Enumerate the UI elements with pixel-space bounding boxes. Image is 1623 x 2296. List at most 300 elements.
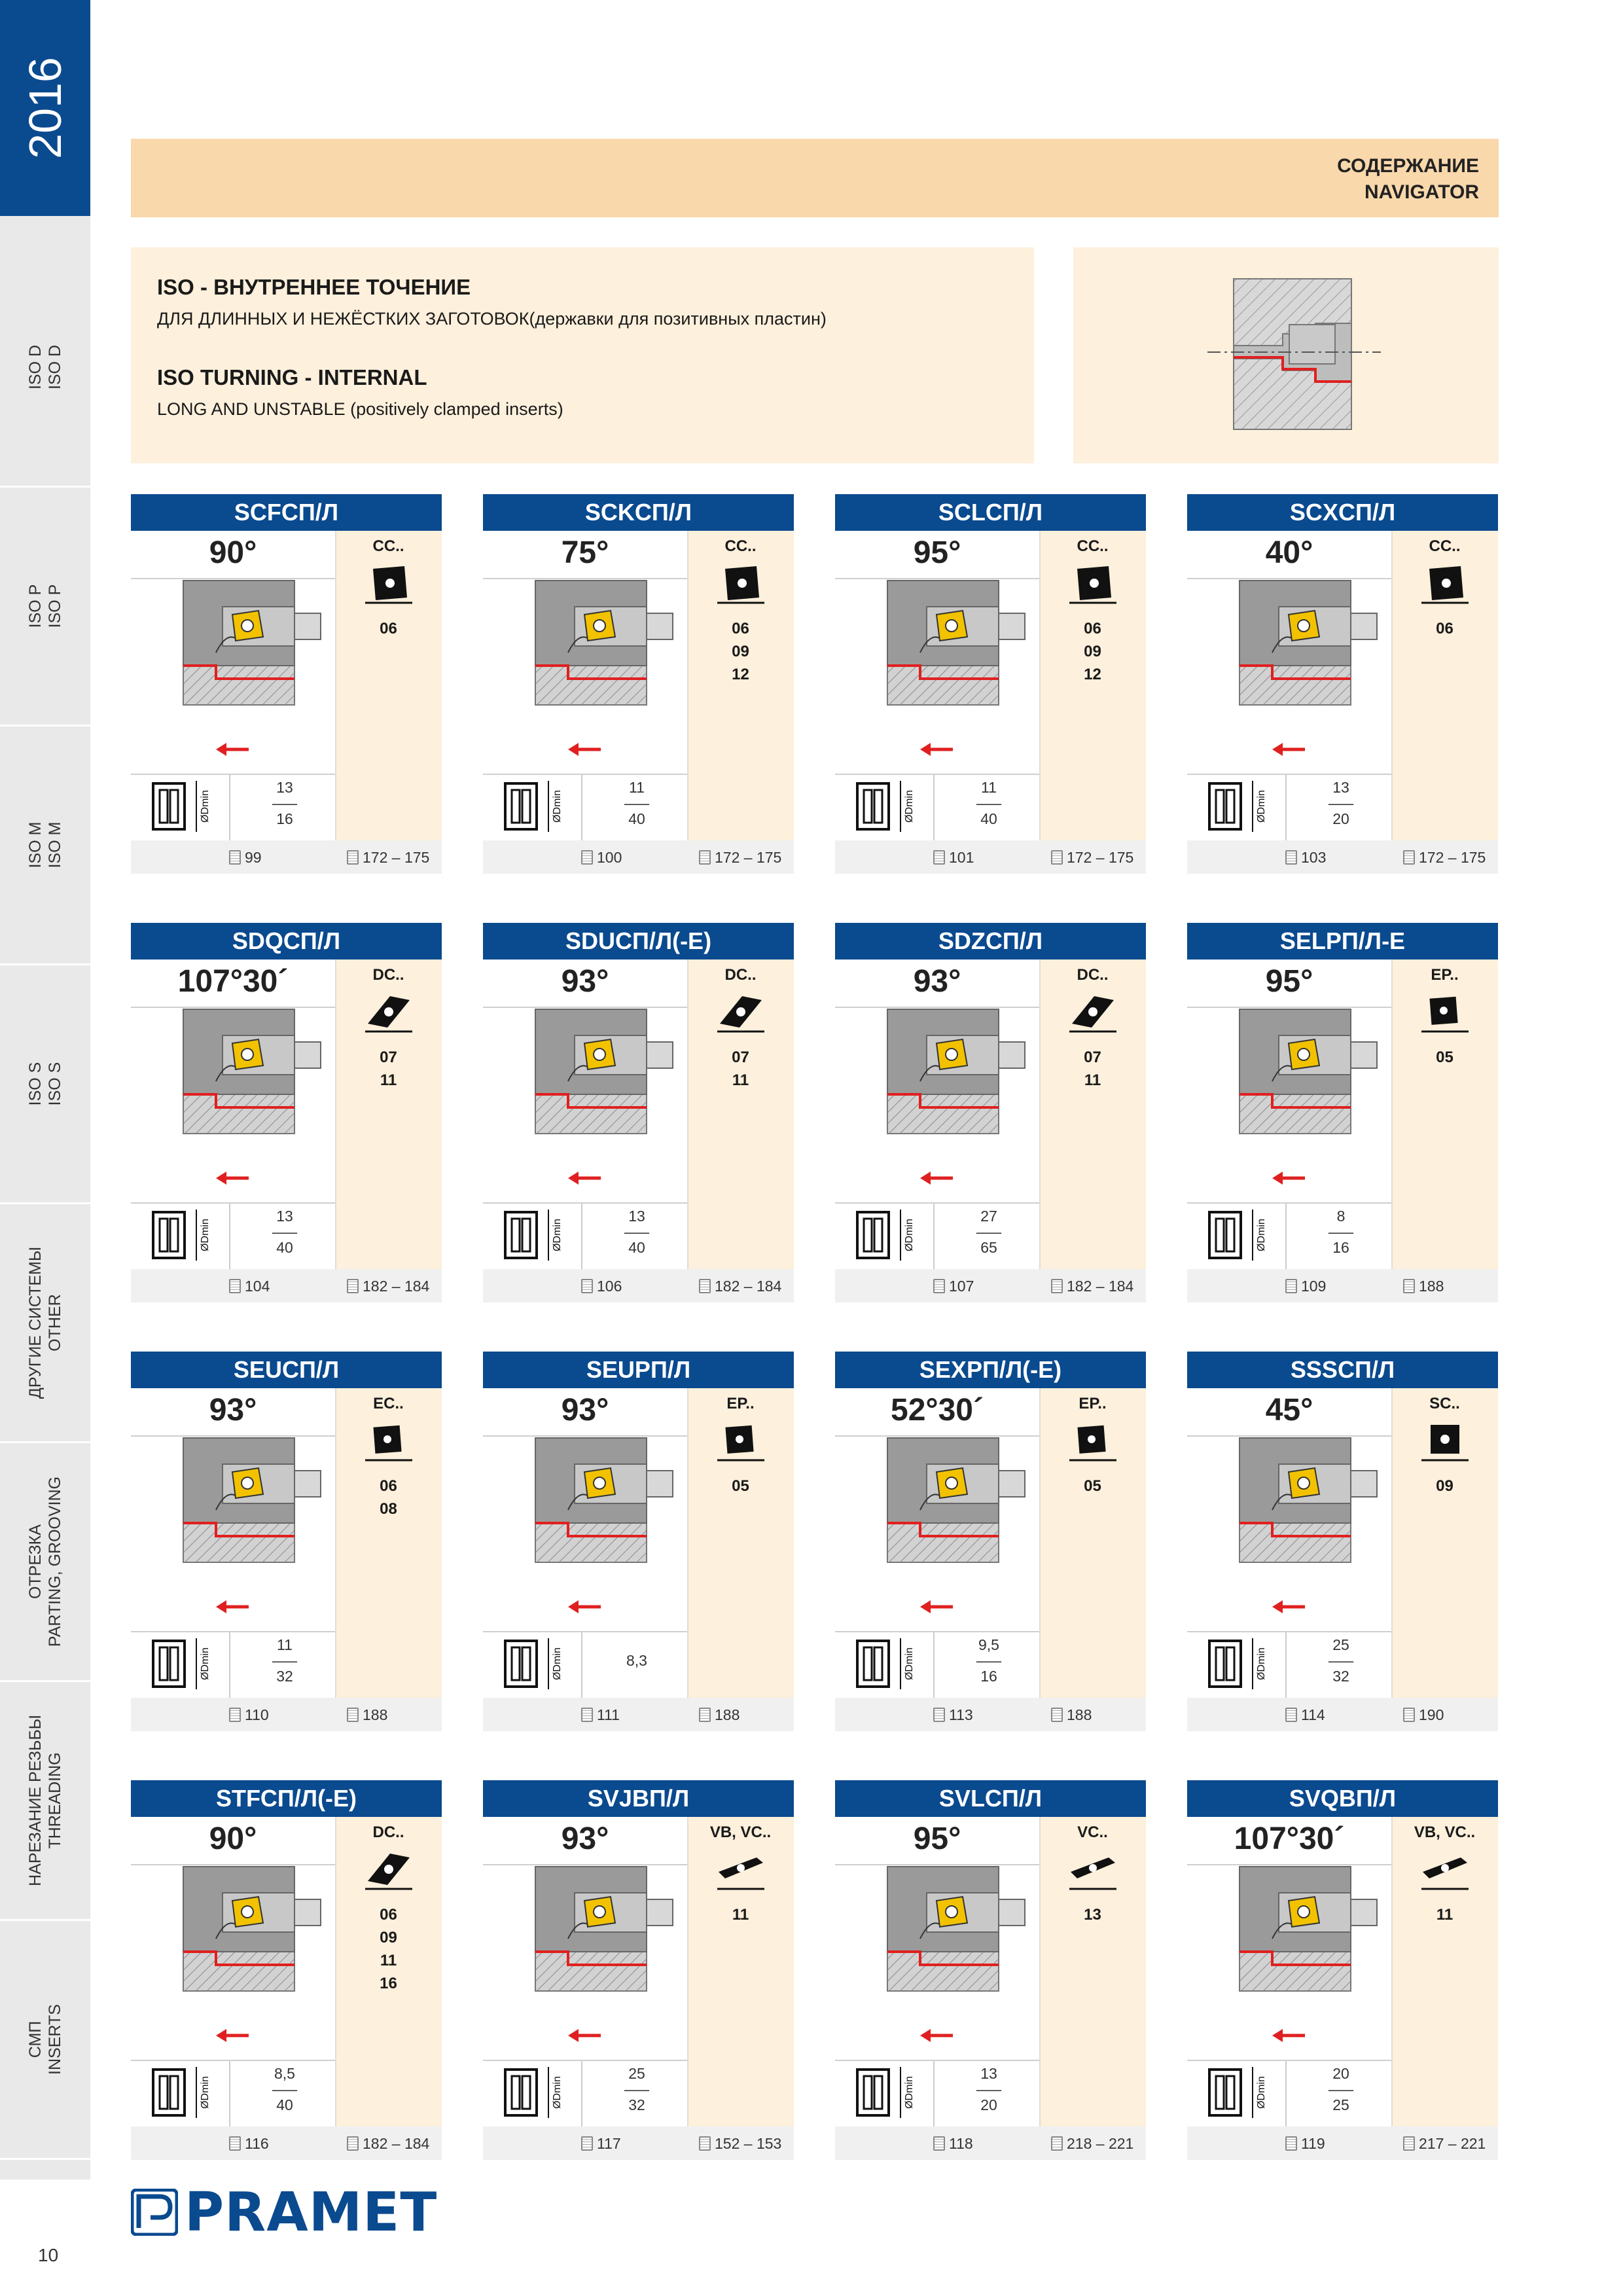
insert-page-range: 188 [363,1706,388,1723]
insert-code: VB, VC.. [709,1823,772,1841]
dmin-bore-icon [855,777,927,836]
toolholder-name[interactable]: SDUCП/Л(-E) [483,923,794,960]
toolholder-name[interactable]: SSSCП/Л [1187,1352,1498,1388]
card-footer [835,1698,1146,1731]
toolholder-diagram [848,1854,1038,2011]
card-footer [835,2126,1146,2160]
toolholder-card[interactable] [1187,494,1498,874]
toolholder-name[interactable]: STFCП/Л(-E) [131,1780,442,1817]
toolholder-card[interactable] [483,1352,794,1731]
feed-direction-icon [1266,1590,1318,1623]
divider [933,1204,935,1269]
toolholder-card[interactable] [835,494,1146,874]
dmin-bottom: 40 [276,1239,293,1256]
sidebar-label-ru: НАРЕЗАНИЕ РЕЗЬБЫ [26,1715,45,1886]
insert-sizes [687,1475,794,1498]
sidebar-section-label [26,2004,65,2075]
divider [1187,1631,1391,1632]
card-footer [1187,840,1498,874]
book-icon [229,1708,241,1722]
sidebar-section[interactable] [0,1204,90,1443]
toolholder-card[interactable] [483,923,794,1302]
toolholder-card[interactable] [131,923,442,1302]
dmin-top: 8,5 [274,2065,295,2082]
sidebar-label-en: ISO P [46,584,64,628]
book-icon [933,2136,945,2151]
dmin-bottom: 25 [1332,2096,1349,2113]
insert-sizes [687,617,794,686]
dmin-bottom: 32 [628,2096,645,2113]
svg-text:ØDmin: ØDmin [1256,2076,1267,2109]
card-footer [1187,1269,1498,1302]
column-divider [335,1388,336,1731]
toolholder-name[interactable]: SVQBП/Л [1187,1780,1498,1817]
dmin-top: 8 [1336,1208,1346,1225]
holder-page-ref[interactable] [229,1706,269,1724]
approach-angle: 93° [561,964,609,999]
book-icon [1285,1279,1297,1293]
insert-shape-icon [364,560,414,605]
toolholder-card[interactable] [1187,1352,1498,1731]
intro-subtitle-ru: ДЛЯ ДЛИННЫХ И НЕЖЁСТКИХ ЗАГОТОВОК(державки для позитивных пластин) [157,309,827,329]
sidebar-section-label [26,345,65,389]
toolholder-card[interactable] [1187,923,1498,1302]
card-footer [483,2126,794,2160]
insert-size: 05 [1084,1477,1101,1495]
toolholder-card[interactable] [835,923,1146,1302]
toolholder-name[interactable]: SDQCП/Л [131,923,442,960]
insert-size: 09 [380,1929,397,1946]
book-icon [347,1708,359,1722]
holder-page-ref[interactable] [1285,1706,1325,1724]
toolholder-card[interactable] [131,1352,442,1731]
toolholder-name[interactable]: SVLCП/Л [835,1780,1146,1817]
sidebar-label-en: INSERTS [46,2004,64,2075]
insert-page-ref[interactable] [347,1278,429,1295]
toolholder-card[interactable] [483,1780,794,2160]
book-icon [347,2136,359,2151]
dmin-values [588,780,686,827]
column-divider [1391,1388,1393,1731]
book-icon [581,1279,593,1293]
dmin-bore-icon [855,1206,927,1265]
insert-size: 13 [1084,1906,1101,1924]
toolholder-drawing [848,1425,1038,1582]
feed-direction-icon [562,1590,614,1623]
toolholder-drawing [1200,1425,1390,1582]
feed-direction-icon [1266,2019,1318,2052]
insert-page-ref[interactable] [1051,1278,1133,1295]
book-icon [699,850,711,865]
insert-page-range: 218 – 221 [1067,2135,1134,2152]
divider [229,1204,230,1269]
insert-page-range: 182 – 184 [363,2135,430,2152]
dmin-bottom: 16 [1332,1239,1349,1256]
book-icon [1051,1279,1063,1293]
book-icon [1051,1708,1063,1722]
insert-page-ref[interactable] [1051,2135,1133,2153]
card-footer [131,840,442,874]
dmin-top: 13 [980,2065,997,2082]
dmin-values [588,1208,686,1255]
column-divider [1391,1817,1393,2160]
dmin-dash: ––– [1328,1652,1354,1669]
dmin-values [940,1637,1038,1684]
insert-page-range: 188 [1067,1706,1092,1723]
feed-direction-icon [914,1590,966,1623]
holder-page-ref[interactable] [229,1278,270,1295]
insert-size: 11 [380,1952,397,1969]
svg-text:ØDmin: ØDmin [552,790,563,823]
sidebar-label-en: PARTING, GROOVING [46,1476,64,1647]
dmin-dash: ––– [272,1652,298,1669]
sidebar-section[interactable] [0,488,90,726]
divider [581,1204,582,1269]
toolholder-name[interactable]: SCFCП/Л [131,494,442,531]
insert-code: VC.. [1077,1823,1108,1841]
insert-shape-icon [1068,1846,1118,1892]
dmin-bore-icon [1207,1634,1279,1693]
book-icon [933,850,945,865]
feed-direction-icon [914,2019,966,2052]
holder-page-ref[interactable] [933,849,974,867]
column-divider [1391,531,1393,874]
insert-code: DC.. [1077,966,1109,984]
insert-sizes [1039,1046,1146,1092]
book-icon [1285,2136,1297,2151]
insert-page-ref[interactable] [347,849,429,867]
insert-size: 06 [380,1477,397,1495]
holder-page-ref[interactable] [933,1278,974,1295]
dmin-top: 13 [276,1208,293,1225]
insert-page-ref[interactable] [1051,1706,1092,1724]
toolholder-name[interactable]: SCLCП/Л [835,494,1146,531]
toolholder-name[interactable]: SEXPП/Л(-E) [835,1352,1146,1388]
insert-size: 11 [732,1906,749,1924]
toolholder-drawing [496,996,686,1153]
sidebar-label-ru: ISO D [26,344,45,390]
insert-code: CC.. [1077,537,1109,555]
toolholder-card[interactable] [835,1780,1146,2160]
column-divider [687,531,688,874]
toolholder-diagram [496,1854,686,2011]
dmin-bore-icon [151,2063,223,2122]
divider [835,2060,1039,2061]
holder-page-ref[interactable] [1285,849,1326,867]
approach-angle: 93° [561,1393,609,1427]
toolholder-drawing [1200,996,1390,1153]
sidebar-label-en: ISO D [46,344,64,390]
holder-page-ref[interactable] [229,849,262,867]
insert-code: CC.. [724,537,757,555]
toolholder-name[interactable]: SELPП/Л-E [1187,923,1498,960]
book-icon [933,1279,945,1293]
holder-page-ref[interactable] [581,1278,622,1295]
approach-angle: 95° [913,535,961,570]
sidebar-section-label [26,584,65,628]
approach-angle: 40° [1265,535,1313,570]
workpiece-section-icon [1073,247,1499,463]
toolholder-diagram [848,996,1038,1153]
insert-code: DC.. [724,966,757,984]
dmin-bore-icon [503,1634,575,1693]
holder-page-number: 106 [597,1278,622,1295]
insert-page-range: 188 [1419,1278,1444,1295]
insert-page-ref[interactable] [347,2135,429,2153]
dmin-top: 27 [980,1208,997,1225]
column-divider [335,960,336,1302]
holder-page-ref[interactable] [581,849,622,867]
dmin-bottom: 32 [1332,1668,1349,1685]
sidebar-section[interactable] [0,249,90,488]
insert-code: EC.. [373,1395,404,1412]
insert-sizes [335,617,442,640]
divider [131,2060,335,2061]
column-divider [1039,1817,1041,2160]
toolholder-drawing [848,1854,1038,2011]
dmin-bore-icon [1207,1206,1279,1265]
dmin-dash: ––– [624,1223,650,1240]
column-divider [687,1388,688,1731]
book-icon [581,2136,593,2151]
insert-page-ref[interactable] [1403,1706,1444,1724]
book-icon [699,1708,711,1722]
toolholder-name[interactable]: SCKCП/Л [483,494,794,531]
toolholder-diagram [144,1425,334,1582]
toolholder-name[interactable]: SEUCП/Л [131,1352,442,1388]
insert-page-ref[interactable] [347,1706,387,1724]
dmin-dash: ––– [1328,2081,1354,2098]
holder-page-ref[interactable] [1285,2135,1325,2153]
toolholder-name[interactable]: SCXCП/Л [1187,494,1498,531]
header-line-ru: СОДЕРЖАНИЕ [1337,155,1479,177]
holder-page-ref[interactable] [933,1706,973,1724]
dmin-values [1292,780,1390,827]
insert-page-ref[interactable] [1403,2135,1486,2153]
page-number: 10 [38,2245,59,2265]
insert-page-range: 172 – 175 [1067,849,1134,866]
dmin-bottom: 40 [276,2096,293,2113]
approach-angle: 93° [913,964,961,999]
approach-angle: 95° [913,1821,961,1856]
dmin-values [940,1208,1038,1255]
dmin-dash: ––– [976,795,1002,812]
insert-page-ref[interactable] [1403,1278,1444,1295]
holder-page-number: 100 [597,849,622,866]
column-divider [687,960,688,1302]
pramet-logo-icon [131,2189,178,2236]
toolholder-card[interactable] [1187,1780,1498,2160]
divider [483,1202,687,1204]
holder-page-ref[interactable] [933,2135,973,2153]
holder-page-number: 101 [949,849,974,866]
insert-page-ref[interactable] [699,1278,781,1295]
feed-direction-icon [209,1162,262,1194]
insert-size: 05 [732,1477,749,1495]
svg-text:ØDmin: ØDmin [1256,790,1267,823]
dmin-dash: ––– [976,2081,1002,2098]
holder-page-number: 103 [1301,849,1327,866]
insert-size: 05 [1436,1049,1454,1066]
card-footer [131,1698,442,1731]
sidebar-label-ru: ДРУГИЕ СИСТЕМЫ [26,1246,45,1399]
dmin-dash: ––– [1328,795,1354,812]
internal-turning-diagram [1073,247,1499,463]
holder-page-number: 110 [245,1706,269,1723]
approach-angle: 93° [561,1821,609,1856]
insert-shape-icon [716,560,766,605]
sidebar-section[interactable] [0,1682,90,1921]
feed-direction-icon [562,2019,614,2052]
insert-page-ref[interactable] [699,1706,740,1724]
dmin-top: 9,5 [978,1636,999,1653]
sidebar-section[interactable] [0,965,90,1204]
dmin-top: 11 [981,779,997,796]
book-icon [1403,2136,1415,2151]
pramet-logo [131,2181,438,2244]
toolholder-diagram [1200,1854,1390,2011]
column-divider [687,1817,688,2160]
insert-size: 08 [380,1500,397,1518]
book-icon [1403,1708,1415,1722]
book-icon [1051,2136,1063,2151]
divider [581,1632,582,1698]
divider [1285,775,1287,840]
dmin-dash: ––– [272,2081,298,2098]
svg-text:ØDmin: ØDmin [552,1219,563,1251]
sidebar-section[interactable] [0,1921,90,2160]
divider [229,2061,230,2126]
insert-page-ref[interactable] [699,849,781,867]
feed-direction-icon [1266,1162,1318,1194]
insert-page-range: 172 – 175 [363,849,430,866]
svg-text:ØDmin: ØDmin [552,1647,563,1680]
toolholder-name[interactable]: SVJBП/Л [483,1780,794,1817]
dmin-top: 20 [1332,2065,1349,2082]
insert-page-ref[interactable] [699,2135,781,2153]
insert-size: 11 [380,1071,397,1089]
divider [933,1632,935,1698]
insert-shape-icon [364,1417,414,1463]
sidebar-section[interactable] [0,1443,90,1682]
holder-page-ref[interactable] [581,2135,621,2153]
card-footer [1187,1698,1498,1731]
insert-code: CC.. [1429,537,1461,555]
insert-shape-icon [364,988,414,1034]
divider [581,2061,582,2126]
year-tab [0,0,90,216]
insert-page-ref[interactable] [1403,849,1486,867]
toolholder-card[interactable] [483,494,794,874]
svg-text:ØDmin: ØDmin [552,2076,563,2109]
year-label: 2016 [20,57,71,159]
toolholder-drawing [496,567,686,725]
insert-code: SC.. [1429,1395,1460,1412]
feed-direction-icon [562,1162,614,1194]
toolholder-card[interactable] [131,494,442,874]
approach-angle: 95° [1265,964,1313,999]
dmin-values [588,2066,686,2113]
dmin-values [236,1637,334,1684]
insert-sizes [1391,1475,1498,1498]
dmin-dash: ––– [1328,1223,1354,1240]
divider [131,1202,335,1204]
insert-shape-icon [1068,560,1118,605]
insert-size: 07 [380,1049,397,1066]
sidebar-section-label [26,1247,65,1399]
book-icon [1051,850,1063,865]
dmin-values [940,2066,1038,2113]
dmin-dash: ––– [624,795,650,812]
toolholder-card[interactable] [835,1352,1146,1731]
dmin-values [1292,1637,1390,1684]
toolholder-diagram [848,1425,1038,1582]
sidebar-section-label [26,822,65,869]
divider [131,774,335,775]
book-icon [581,850,593,865]
book-icon [933,1708,945,1722]
holder-page-ref[interactable] [229,2135,269,2153]
holder-page-ref[interactable] [1285,1278,1326,1295]
divider [1285,1632,1287,1698]
holder-page-ref[interactable] [581,1706,620,1724]
dmin-bore-icon [503,777,575,836]
sidebar-section[interactable] [0,726,90,965]
divider [835,1631,1039,1632]
divider [229,775,230,840]
insert-size: 09 [1084,643,1101,660]
dmin-bottom: 16 [276,810,293,827]
card-footer [483,840,794,874]
dmin-bottom: 32 [276,1668,293,1685]
dmin-values [1292,1208,1390,1255]
toolholder-diagram [496,996,686,1153]
sidebar-section-label [26,1477,65,1647]
toolholder-diagram [144,1854,334,2011]
dmin-bottom: 20 [1332,810,1349,827]
insert-sizes [335,1475,442,1520]
insert-page-ref[interactable] [1051,849,1133,867]
approach-angle: 45° [1265,1393,1313,1427]
insert-shape-icon [364,1846,414,1892]
dmin-top: 11 [277,1636,293,1653]
svg-text:ØDmin: ØDmin [200,1647,211,1680]
navigator-header [131,139,1499,217]
toolholder-name[interactable]: SEUPП/Л [483,1352,794,1388]
toolholder-diagram [1200,1425,1390,1582]
toolholder-card[interactable] [131,1780,442,2160]
holder-page-number: 104 [245,1278,270,1295]
feed-direction-icon [914,733,966,766]
sidebar-label-ru: ОТРЕЗКА [26,1524,45,1599]
divider [483,1631,687,1632]
divider [1187,1202,1391,1204]
book-icon [581,1708,593,1722]
insert-sizes [687,1046,794,1092]
insert-size: 07 [1084,1049,1101,1066]
feed-direction-icon [562,733,614,766]
dmin-bottom: 16 [980,1668,997,1685]
toolholder-name[interactable]: SDZCП/Л [835,923,1146,960]
sidebar [0,0,90,2179]
insert-sizes [335,1046,442,1092]
divider [483,774,687,775]
dmin-bottom: 20 [980,2096,997,2113]
dmin-top: 25 [628,2065,645,2082]
holder-page-number: 114 [1301,1706,1325,1723]
dmin-bottom: 65 [980,1239,997,1256]
insert-size: 06 [732,620,749,637]
